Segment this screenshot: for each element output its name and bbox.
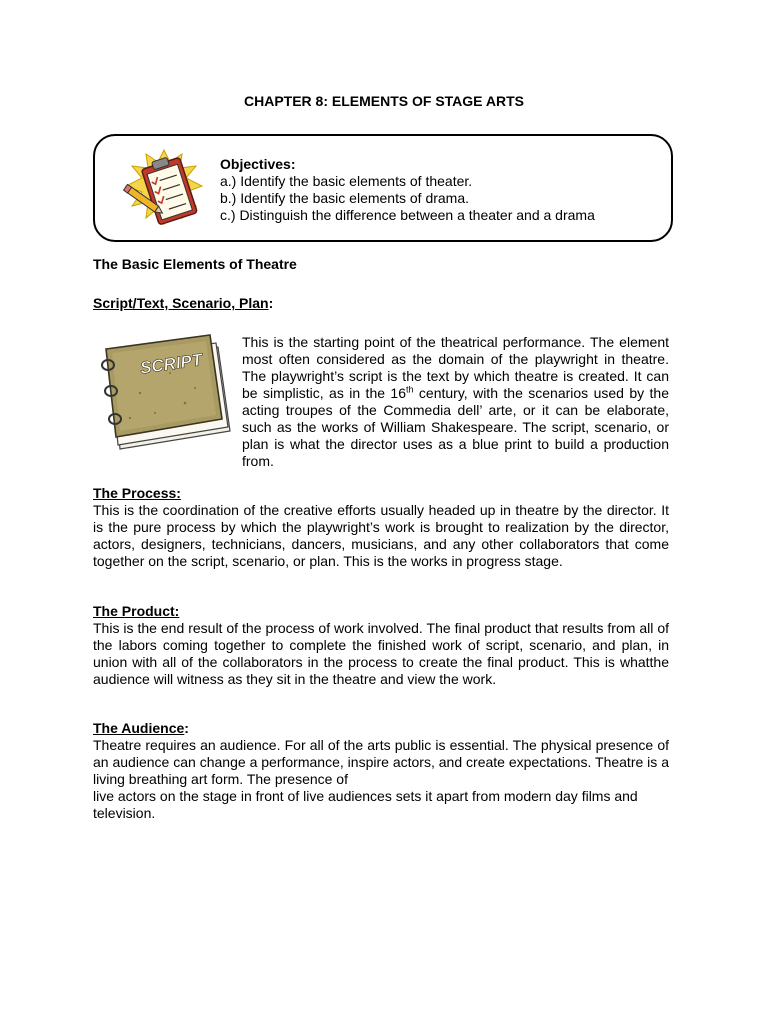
script-book-icon (90, 333, 235, 453)
process-paragraph: This is the coordination of the creative efforts usually headed up in theatre by the director. It is the pure process by which the playwright’s work is brought to realization by the director, actors, designers, technicians, dancers, musicians, and any other collaborators that come together on the script, scenario, or plan. This is the works in progress stage. (93, 502, 669, 569)
section-heading: The Basic Elements of Theatre (93, 256, 297, 272)
script-superscript: th (406, 384, 414, 395)
script-heading (93, 295, 273, 312)
script-cover-label: SCRIPT (138, 350, 204, 378)
objective-item: c.) Distinguish the difference between a theater and a drama (220, 207, 595, 223)
audience-section (93, 720, 669, 822)
audience-paragraph-2: live actors on the stage in front of live audiences sets it apart from modern day films and television. (93, 788, 638, 821)
process-section (93, 485, 669, 570)
objectives-heading: Objectives: (220, 156, 296, 172)
audience-heading-row (93, 720, 669, 737)
script-text-2: century, with the scenarios used by the acting troupes of the Commedia dell’ arte, or it can be elaborate, such as the works of William Shakespeare. The script, scenario, or plan is what the director uses as a blue print to build a production from. (242, 385, 670, 469)
script-heading-label: Script/Text, Scenario, Plan (93, 295, 269, 311)
product-heading: The Product: (93, 603, 180, 619)
audience-heading: The Audience (93, 720, 185, 736)
audience-paragraph-1: Theatre requires an audience. For all of the arts public is essential. The physical presence of an audience can change a performance, inspire actors, and create expectations. Theatre is a living breathing art form. The presence of (93, 737, 669, 787)
process-heading: The Process: (93, 485, 181, 501)
script-heading-colon: : (268, 295, 274, 311)
product-section (93, 603, 669, 688)
product-paragraph: This is the end result of the process of work involved. The final product that results from all of the labors coming together to complete the finished work of script, scenario, and plan, in union with all of the collaborators in the process to create the final product. This is whatthe audience will witness as they sit in the theatre and view the work. (93, 620, 669, 687)
audience-heading-colon: : (184, 720, 189, 736)
objective-item: b.) Identify the basic elements of drama. (220, 190, 470, 206)
clipboard-checklist-icon (120, 148, 208, 233)
script-text-1: This is the starting point of the theatrical performance. The element most often considered as the domain of the playwright in theatre. The playwright’s script is the text by which theatre is created. It can be simplistic, as in the 16 (242, 334, 669, 401)
objective-item: a.) Identify the basic elements of theater. (220, 173, 473, 189)
objectives-list (220, 156, 660, 224)
script-paragraph (242, 334, 669, 470)
chapter-title: CHAPTER 8: ELEMENTS OF STAGE ARTS (243, 93, 524, 109)
